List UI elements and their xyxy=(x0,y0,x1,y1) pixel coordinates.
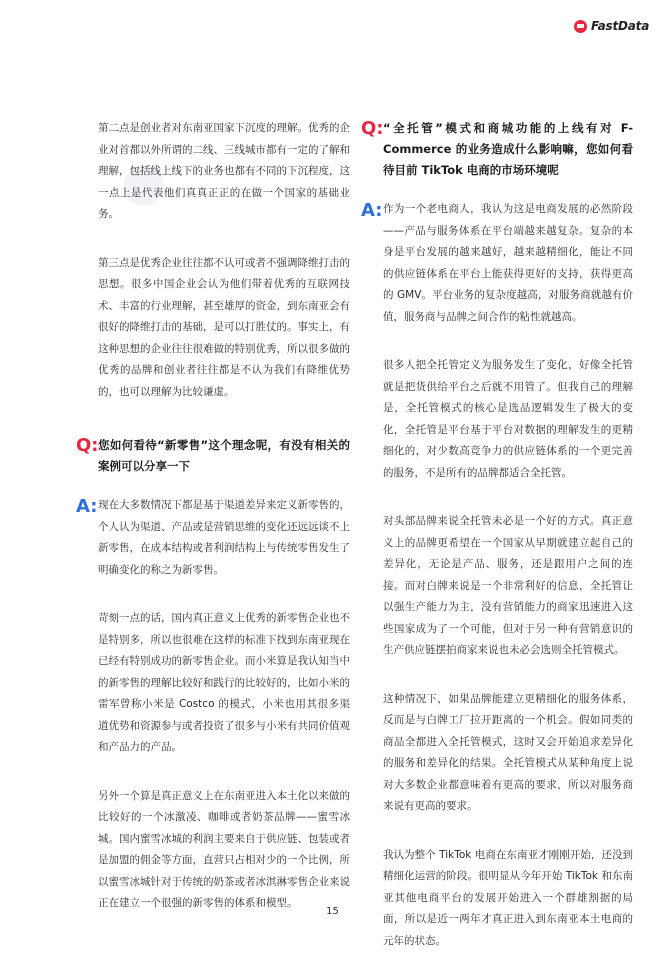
answer-paragraph: 很多人把全托管定义为服务发生了变化，好像全托管就是把货供给平台之后就不用管了。但我自己的理解是，全托管模式的核心是选品逻辑发生了极大的变化，全托管是平台基于平台对数据的理解发生的更精细化的，对少数高竞争力的供应链体系的一个更完善的服务，不是所有的品牌都适合全托管。 xyxy=(383,359,633,479)
answer-paragraph: 这种情况下，如果品牌能建立更精细化的服务体系，反而是与白牌工厂拉开距离的一个机会。假如同类的商品全都进入全托管模式，这时又会开始追求差异化的服务和差异化的结果。全托管模式从某种角度上说对大多数企业都意味着有更高的要求，所以对服务商来说有更高的要求。 xyxy=(383,692,633,812)
fastdata-logo xyxy=(574,19,649,33)
answer-paragraph: 我认为整个 TikTok 电商在东南亚才刚刚开始，还没到精细化运营的阶段。很明显从今年开始 TikTok 和东南亚其他电商平台的发展开始进入一个群雄割据的局面，所以是近一两年才真正进入到东南亚本土电商的元年的状态。 xyxy=(383,848,633,947)
paragraph: 第三点是优秀企业往往都不认可或者不强调降维打击的思想。很多中国企业会认为他们带着优秀的互联网技术、丰富的行业理解，甚至雄厚的资金，到东南亚会有很好的降维打击的基础，是可以打胜仗的。事实上，有这种思想的企业往往很难做的特别优秀，所以很多做的优秀的品牌和创业者往往都是不认为我们有降维优势的，也可以理解为比较谦虚。 xyxy=(98,256,350,398)
answer-paragraph: 现在大多数情况下都是基于渠道差异来定义新零售的，个人认为渠道、产品或是营销思维的变化还远远谈不上新零售，在成本结构或者利润结构上与传统零售发生了明确变化的称之为新零售。 xyxy=(98,499,350,576)
answer-paragraph: 对头部品牌来说全托管未必是一个好的方式。真正意义上的品牌更希望在一个国家从早期就建立起自己的差异化，无论是产品、服务，还是跟用户之间的连接。而对白牌来说是一个非常利好的信息，全托管让以强生产能力为主，没有营销能力的商家迅速进入这些国家成为了一个可能，但对于另一种有营销意识的生产供应链摆拍商家来说也未必会选则全托管模式。 xyxy=(383,515,633,656)
answer-marker: A: xyxy=(76,496,98,517)
qa-block xyxy=(76,435,350,477)
qa-block xyxy=(361,118,633,181)
answer-block xyxy=(76,495,350,915)
answer-paragraph: 苛刻一点的话，国内真正意义上优秀的新零售企业也不是特别多，所以也很难在这样的标准下找到东南亚现在已经有特别成功的新零售企业。而小米算是我认知当中的新零售的理解比较好和践行的比较好的，比如小米的雷军曾称小米是 Costco 的模式，小米也用其很多渠道优势和资源参与或者投资了很多与小米有共同价值观和产品力的产品。 xyxy=(98,612,350,753)
answer-paragraph: 另外一个算是真正意义上在东南亚进入本土化以来做的比较好的一个冰激凌、咖啡或者奶茶品牌——蜜雪冰城。国内蜜雪冰城的利润主要来自于供应链、包装或者是加盟的佣金等方面，直营只占相对少的一个比例，所以蜜雪冰城针对于传统的奶茶或者冰淇淋零售企业来说正在建立一个很强的新零售的体系和模型。 xyxy=(98,789,350,909)
answer-block xyxy=(361,199,633,952)
logo-text: FastData xyxy=(591,19,650,33)
fastdata-logo-icon xyxy=(574,20,587,33)
question-marker: Q: xyxy=(76,435,99,456)
answer-paragraph: 作为一个老电商人，我认为这是电商发展的必然阶段——产品与服务体系在平台端越来越复杂。复杂的本身是平台发展的越来越好，越来越精细化，能让不同的供应链体系在平台上能获得更好的支持，获得更高的 GMV。平台业务的复杂度越高，对服务商就越有价值，服务商与品牌之间合作的粘性就越高。 xyxy=(383,203,633,323)
answer-marker: A: xyxy=(361,200,383,221)
question-text: “全托管”模式和商城功能的上线有对 F-Commerce 的业务造成什么影响嘛，您如何看待目前 TikTok 电商的市场环境呢 xyxy=(383,121,633,177)
right-column xyxy=(361,118,633,979)
page-number: 15 xyxy=(326,906,339,917)
left-column xyxy=(76,118,350,942)
paragraph: 第二点是创业者对东南亚国家下沉度的理解。优秀的企业对首都以外所谓的二线、三线城市都有一定的了解和理解，包括线上线下的业务也都有不同的下沉程度，这一点上是代表他们真真正正的在做一个国家的基础业务。 xyxy=(98,122,350,220)
question-text: 您如何看待“新零售”这个理念呢，有没有相关的案例可以分享一下 xyxy=(98,438,350,473)
question-marker: Q: xyxy=(361,118,384,139)
watermark-logo: ⬤ xyxy=(111,152,173,214)
